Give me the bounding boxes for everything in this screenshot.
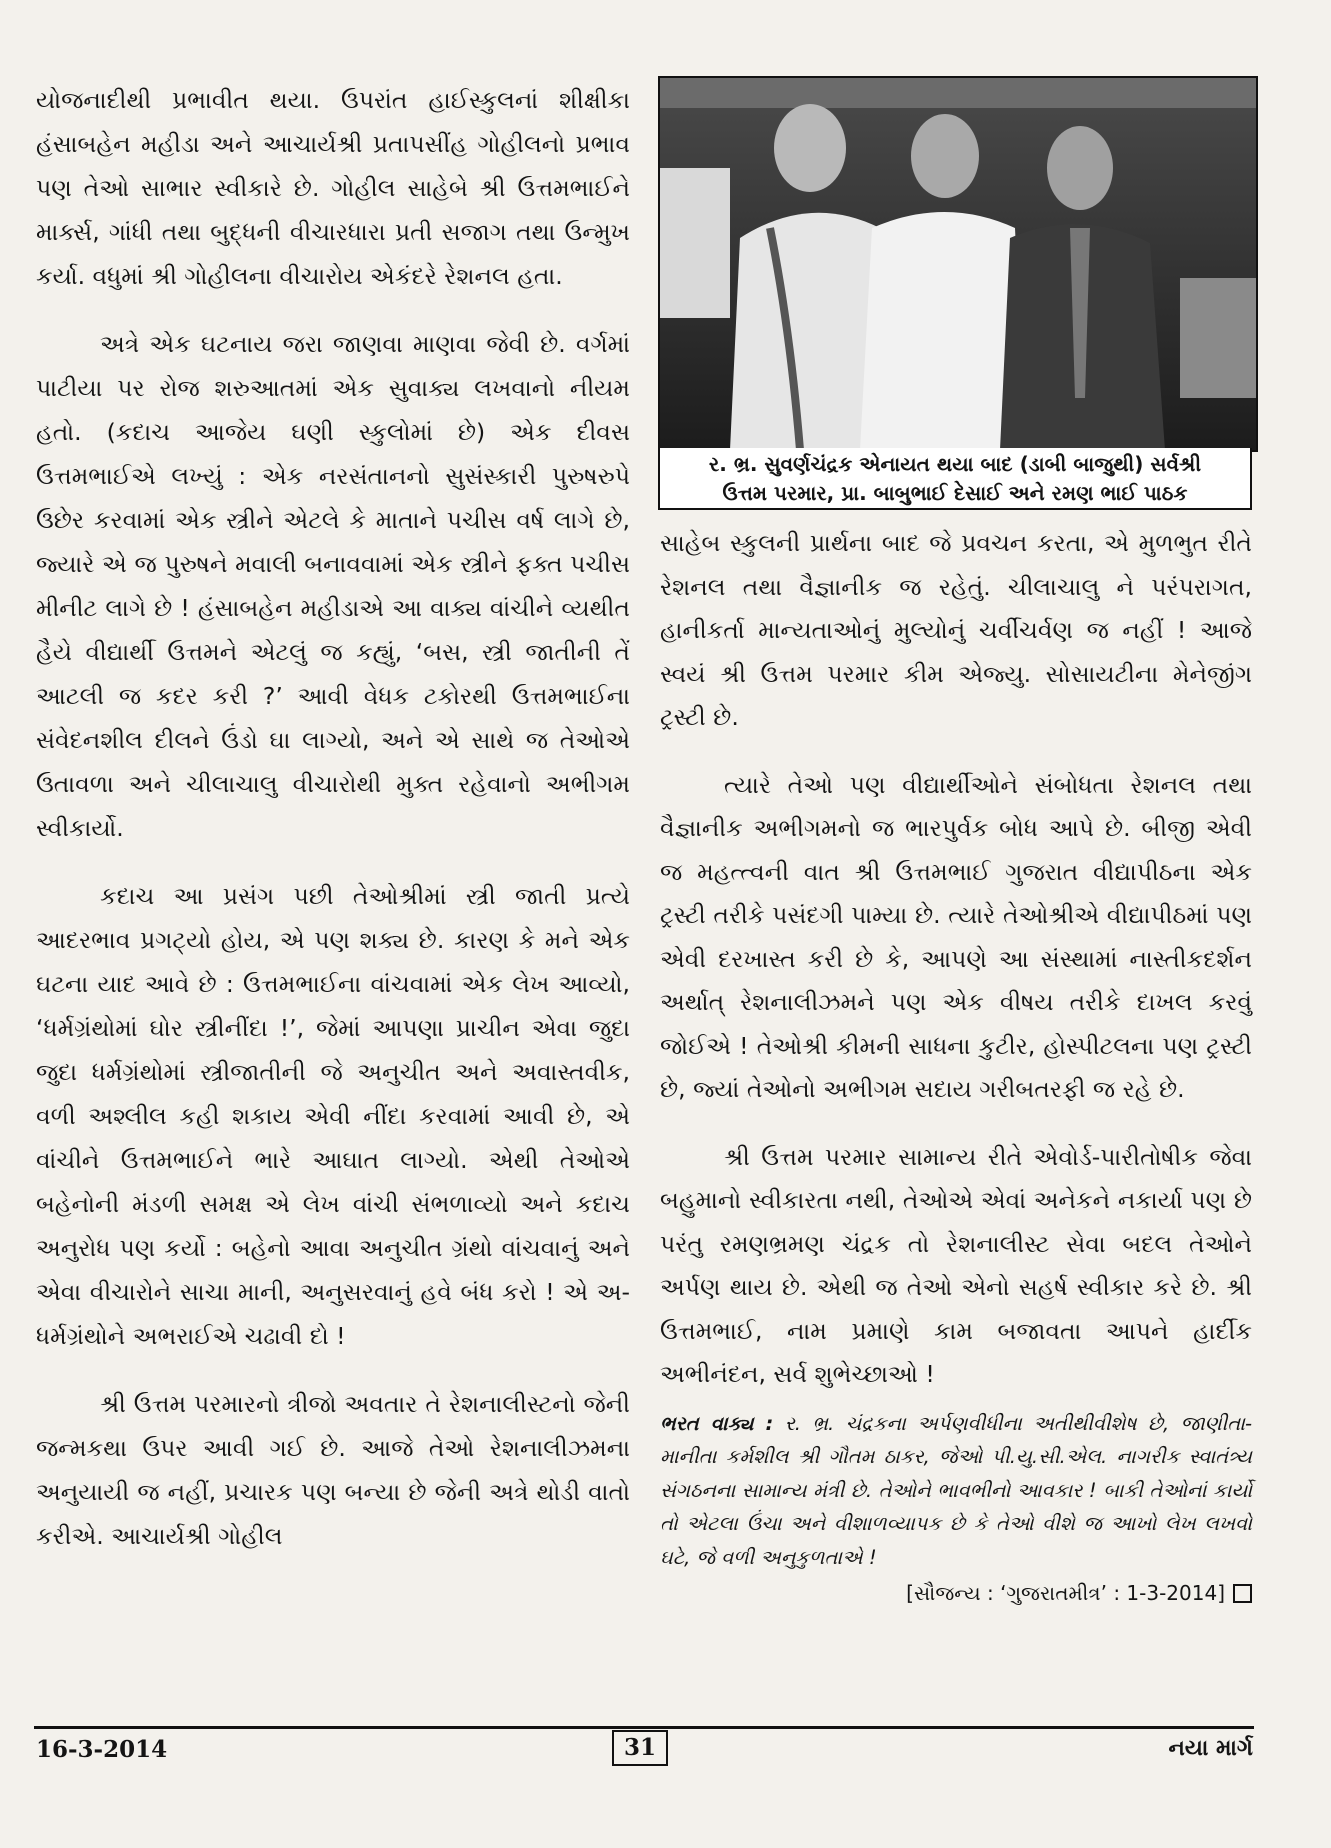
- issue-date: 16-3-2014: [36, 1736, 168, 1763]
- left-column: [36, 78, 630, 1558]
- paragraph: અત્રે એક ઘટનાય જરા જાણવા માણવા જેવી છે. વર્ગમાં પાટીયા પર રોજ શરુઆતમાં એક સુવાક્ય લખવાનો નીયમ હતો. (કદાચ આજેય ઘણી સ્કુલોમાં છે) એક દીવસ ઉત્તમભાઈએ લખ્યું : એક નરસંતાનનો સુસંસ્કારી પુરુષરુપે ઉછેર કરવામાં એક સ્ત્રીને એટલે કે માતાને પચીસ વર્ષ લાગે છે, જ્યારે એ જ પુરુષને મવાલી બનાવવામાં એક સ્ત્રીને ફક્ત પચીસ મીનીટ લાગે છે ! હંસાબહેન મહીડાએ આ વાક્ય વાંચીને વ્યથીત હૈયે વીદ્યાર્થી ઉત્તમને એટલું જ કહ્યું, ‘બસ, સ્ત્રી જાતીની તેં આટલી જ કદર કરી ?’ આવી વેધક ટકોરથી ઉત્તમભાઈના સંવેદનશીલ દીલને ઉંડો ઘા લાગ્યો, અને એ સાથે જ તેઓએ ઉતાવળા અને ચીલાચાલુ વીચારોથી મુક્ત રહેવાનો અભીગમ સ્વીકાર્યો.: [36, 330, 630, 842]
- photo-three-men-icon: [660, 78, 1256, 450]
- paragraph: શ્રી ઉત્તમ પરમાર સામાન્ય રીતે એવોર્ડ-પારીતોષીક જેવા બહુમાનો સ્વીકારતા નથી, તેઓએ એવાં અનેકને નકાર્યા પણ છે પરંતુ રમણભ્રમણ ચંદ્રક તો રેશનાલીસ્ટ સેવા બદલ તેઓને અર્પણ થાય છે. એથી જ તેઓ એનો સહર્ષ સ્વીકાર કરે છે. શ્રી ઉત્તમભાઈ, નામ પ્રમાણે કામ બજાવતા આપને હાર્દીક અભીનંદન, સર્વ શુભેચ્છાઓ !: [660, 1142, 1252, 1388]
- page-number: 31: [612, 1730, 668, 1766]
- closing-note-label: ભરત વાક્ય :: [660, 1411, 774, 1435]
- caption-line-2: ઉત્તમ પરમાર, પ્રા. બાબુભાઈ દેસાઈ અને રમણ ભાઈ પાઠક: [722, 481, 1188, 505]
- award-photo: [658, 76, 1258, 452]
- paragraph: સાહેબ સ્કુલની પ્રાર્થના બાદ જે પ્રવચન કરતા, એ મુળભુત રીતે રેશનલ તથા વૈજ્ઞાનીક જ રહેતું. ચીલાચાલુ ને પરંપરાગત, હાનીકર્તા માન્યતાઓનું મુલ્યોનું ચર્વીચર્વણ જ નહીં ! આજે સ્વયં શ્રી ઉત્તમ પરમાર કીમ એજ્યુ. સોસાયટીના મેનેજીંગ ટ્રસ્ટી છે.: [660, 529, 1252, 731]
- end-square-icon: [1233, 1584, 1252, 1603]
- photo-caption: [658, 448, 1252, 510]
- footer-rule: [34, 1726, 1254, 1729]
- closing-note-text: ર. ભ્ર. ચંદ્રકના અર્પણવીધીના અતીથીવીશેષ છે, જાણીતા-માનીતા કર્મશીલ શ્રી ગૌતમ ઠાકર, જેઓ પી.યુ.સી.એલ. નાગરીક સ્વાતંત્ર્ય સંગઠનના સામાન્ય મંત્રી છે. તેઓને ભાવભીનો આવકાર ! બાકી તેઓનાં કાર્યો તો એટલા ઉંચા અને વીશાળવ્યાપક છે કે તેઓ વીશે જ આખો લેખ લખવો ઘટે, જે વળી અનુકુળતાએ !: [660, 1411, 1253, 1569]
- right-column: [660, 522, 1252, 1608]
- closing-note: [660, 1407, 1252, 1575]
- paragraph: ત્યારે તેઓ પણ વીદ્યાર્થીઓને સંબોધતા રેશનલ તથા વૈજ્ઞાનીક અભીગમનો જ ભારપુર્વક બોધ આપે છે. બીજી એવી જ મહત્ત્વની વાત શ્રી ઉત્તમભાઈ ગુજરાત વીદ્યાપીઠના એક ટ્રસ્ટી તરીકે પસંદગી પામ્યા છે. ત્યારે તેઓશ્રીએ વીદ્યાપીઠમાં પણ એવી દરખાસ્ત કરી છે કે, આપણે આ સંસ્થામાં નાસ્તીકદર્શન અર્થાત્ રેશનાલીઝમને પણ એક વીષય તરીકે દાખલ કરવું જોઈએ ! તેઓશ્રી કીમની સાધના કુટીર, હોસ્પીટલના પણ ટ્રસ્ટી છે, જ્યાં તેઓનો અભીગમ સદાય ગરીબતરફી જ રહે છે.: [660, 770, 1252, 1103]
- paragraph: યોજનાદીથી પ્રભાવીત થયા. ઉપરાંત હાઈસ્કુલનાં શીક્ષીકા હંસાબહેન મહીડા અને આચાર્યશ્રી પ્રતાપસીંહ ગોહીલનો પ્રભાવ પણ તેઓ સાભાર સ્વીકારે છે. ગોહીલ સાહેબે શ્રી ઉત્તમભાઈને માર્ક્સ, ગાંધી તથા બુદ્ધની વીચારધારા પ્રતી સજાગ તથા ઉન્મુખ કર્યા. વધુમાં શ્રી ગોહીલના વીચારોય એકંદરે રેશનલ હતા.: [36, 86, 630, 290]
- paragraph: કદાચ આ પ્રસંગ પછી તેઓશ્રીમાં સ્ત્રી જાતી પ્રત્યે આદરભાવ પ્રગટ્યો હોય, એ પણ શક્ય છે. કારણ કે મને એક ઘટના યાદ આવે છે : ઉત્તમભાઈના વાંચવામાં એક લેખ આવ્યો, ‘ધર્મગ્રંથોમાં ઘોર સ્ત્રીનીંદા !’, જેમાં આપણા પ્રાચીન એવા જુદા જુદા ધર્મગ્રંથોમાં સ્ત્રીજાતીની જે અનુચીત અને અવાસ્તવીક, વળી અશ્લીલ કહી શકાય એવી નીંદા કરવામાં આવી છે, એ વાંચીને ઉત્તમભાઈને ભારે આઘાત લાગ્યો. એથી તેઓએ બહેનોની મંડળી સમક્ષ એ લેખ વાંચી સંભળાવ્યો અને કદાચ અનુરોધ પણ કર્યો : બહેનો આવા અનુચીત ગ્રંથો વાંચવાનું અને એવા વીચારોને સાચા માની, અનુસરવાનું હવે બંધ કરો ! એ અ-ધર્મગ્રંથોને અભરાઈએ ચઢાવી દો !: [36, 882, 630, 1350]
- paragraph: શ્રી ઉત્તમ પરમારનો ત્રીજો અવતાર તે રેશનાલીસ્ટનો જેની જન્મકથા ઉપર આવી ગઈ છે. આજે તેઓ રેશનાલીઝમના અનુયાયી જ નહીં, પ્રચારક પણ બન્યા છે જેની અત્રે થોડી વાતો કરીએ. આચાર્યશ્રી ગોહીલ: [36, 1390, 630, 1550]
- caption-line-1: ર. ભ્ર. સુવર્ણચંદ્રક એનાયત થયા બાદ (ડાબી બાજુથી) સર્વશ્રી: [708, 452, 1202, 476]
- magazine-name: નયા માર્ગ: [1168, 1736, 1253, 1761]
- credit-line: [660, 1578, 1252, 1608]
- credit-text: [સૌજન્ય : ‘ગુજરાતમીત્ર’ : 1-3-2014]: [906, 1581, 1225, 1605]
